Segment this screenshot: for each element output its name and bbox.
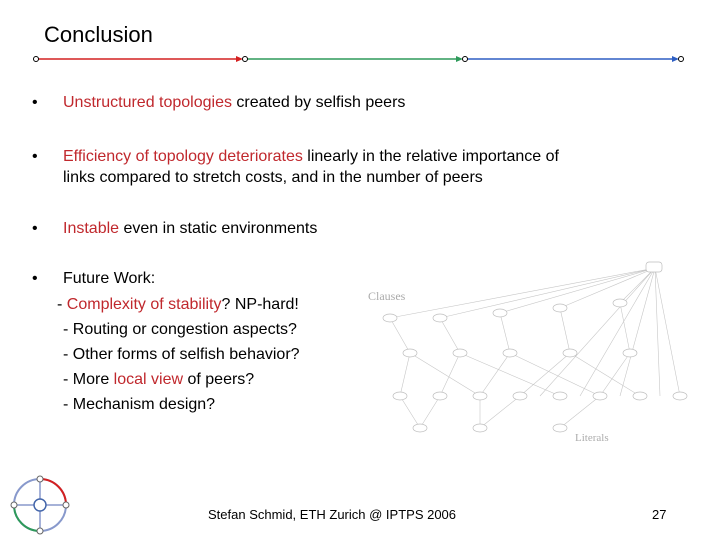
bullet-text: [63, 146, 559, 188]
body-text: linearly in the relative importance of: [302, 148, 559, 165]
page-number: 27: [652, 507, 667, 522]
body-text: of peers?: [183, 371, 255, 388]
highlight-text: Instable: [63, 220, 120, 237]
highlight-text: Complexity of stability: [66, 296, 222, 313]
title-rule: [0, 0, 720, 80]
graph-label-literals: Literals: [575, 432, 609, 444]
body-text: - Other forms of selfish behavior?: [63, 346, 300, 363]
body-text: - Routing or congestion aspects?: [63, 321, 297, 338]
highlight-text: Unstructured topologies: [63, 94, 232, 111]
slide-title: Conclusion: [44, 22, 153, 47]
highlight-text: local view: [113, 371, 184, 388]
body-text: - More: [63, 371, 114, 388]
bullet-line: [63, 92, 405, 113]
bullet-line: [63, 268, 155, 289]
body-text: created by selfish peers: [231, 94, 406, 111]
clause-literal-graph: [360, 258, 700, 448]
body-text: even in static environments: [119, 220, 318, 237]
body-text: Future Work:: [63, 270, 156, 287]
future-work-item: [63, 369, 254, 390]
footer-author: Stefan Schmid, ETH Zurich @ IPTPS 2006: [208, 507, 457, 522]
eth-logo: [5, 472, 75, 538]
bullet-glyph: •: [32, 220, 38, 237]
bullet-glyph: •: [32, 270, 38, 287]
highlight-text: Efficiency of topology deteriorates: [63, 148, 303, 165]
bullet-glyph: •: [32, 148, 38, 165]
future-work-item: [63, 344, 300, 365]
bullet-text: [63, 218, 317, 239]
body-text: -: [57, 296, 67, 313]
bullet-text: [63, 92, 405, 113]
bullet-line: [63, 146, 559, 167]
future-work-item: [63, 394, 215, 415]
future-work-item: [57, 294, 299, 315]
bullet-line: links compared to stretch costs, and in the number of peers: [63, 169, 483, 186]
graph-label-clauses: Clauses: [368, 289, 406, 303]
bullet-line: [63, 218, 317, 239]
body-text: ? NP-hard!: [221, 296, 299, 313]
future-work-item: [63, 319, 297, 340]
body-text: - Mechanism design?: [63, 396, 216, 413]
bullet-glyph: •: [32, 94, 38, 111]
bullet-text: [63, 268, 155, 289]
